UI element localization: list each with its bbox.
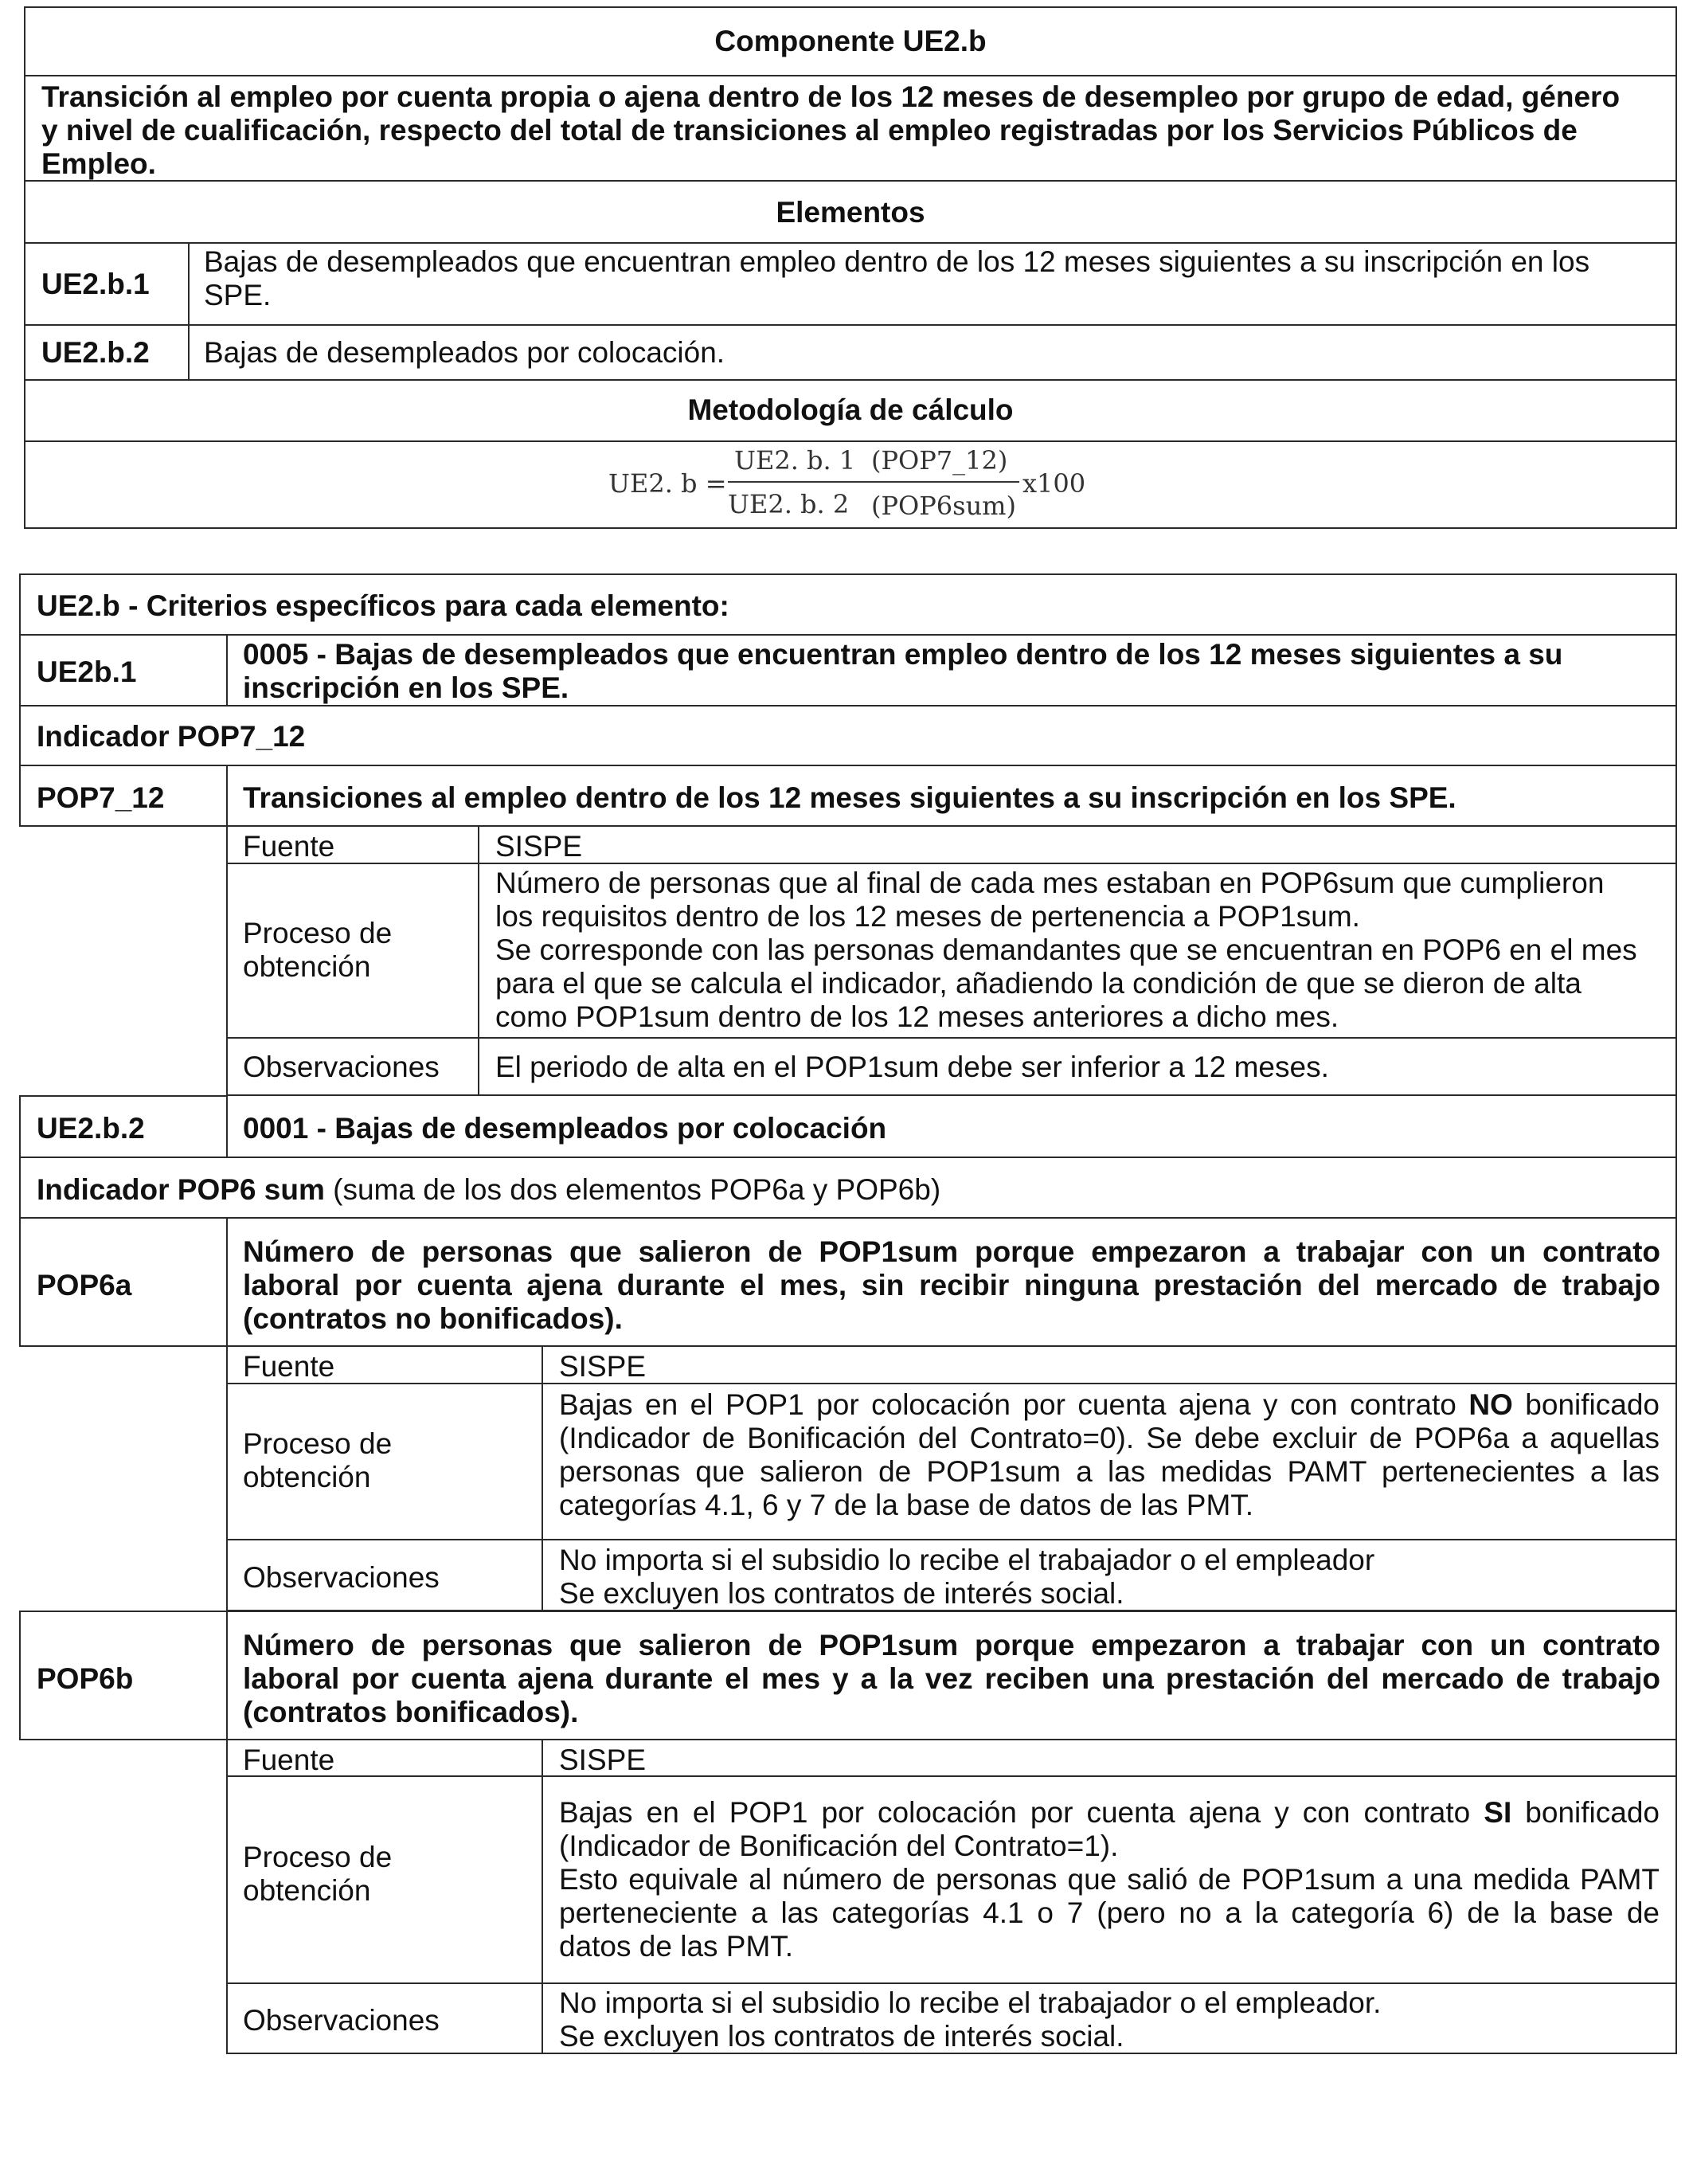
pop7-proceso-line: como POP1sum dentro de los 12 meses anteriores a dicho mes. xyxy=(495,1000,1339,1033)
pop6b-code: POP6b xyxy=(37,1662,134,1695)
pop6b-proceso-line: Bajas en el POP1 por colocación por cuenta ajena y con contrato SI bonificado xyxy=(559,1796,1660,1829)
element-text-line: SPE. xyxy=(204,279,272,311)
pop7-proceso-line: para el que se calcula el indicador, añadiendo la condición de que se dieron de alta xyxy=(495,967,1582,1000)
criteria-title: UE2.b - Criterios específicos para cada elemento: xyxy=(37,589,729,622)
ue2b2-text: 0001 - Bajas de desempleados por colocación xyxy=(243,1112,887,1145)
pop7-text: Transiciones al empleo dentro de los 12 meses siguientes a su inscripción en los SPE. xyxy=(243,781,1456,814)
indicator-pop6-note: (suma de los dos elementos POP6a y POP6b) xyxy=(324,1173,941,1206)
pop6a-text-line: Número de personas que salieron de POP1sum porque empezaron a trabajar con un contrato xyxy=(243,1235,1660,1268)
pop6b-fuente-value: SISPE xyxy=(559,1744,646,1776)
pop6b-proceso-label: obtención xyxy=(243,1874,371,1907)
pop6b-observaciones-label: Observaciones xyxy=(243,2004,440,2037)
pop6b-observaciones-line: Se excluyen los contratos de interés social. xyxy=(559,2020,1124,2053)
pop7-observaciones-label: Observaciones xyxy=(243,1051,440,1083)
ue2b1-text-line: 0005 - Bajas de desempleados que encuentran empleo dentro de los 12 meses siguientes a su xyxy=(243,638,1563,671)
pop6b-fuente-label: Fuente xyxy=(243,1744,335,1776)
pop7-fuente-value: SISPE xyxy=(495,830,582,863)
component-description-line-3: Empleo. xyxy=(41,147,156,180)
ue2b1-text-line: inscripción en los SPE. xyxy=(243,671,569,704)
pop6a-observaciones-label: Observaciones xyxy=(243,1561,440,1594)
pop6a-observaciones-line: Se excluyen los contratos de interés social. xyxy=(559,1577,1124,1610)
pop6a-proceso-label: obtención xyxy=(243,1461,371,1493)
fraction-line xyxy=(728,481,1019,483)
pop6b-observaciones-line: No importa si el subsidio lo recibe el trabajador o el empleador. xyxy=(559,1986,1382,2019)
pop6b-text-line: laboral por cuenta ajena durante el mes y a la vez reciben una prestación del mercado de trabajo xyxy=(243,1662,1660,1695)
pop6a-proceso-line: Bajas en el POP1 por colocación por cuenta ajena y con contrato NO bonificado xyxy=(559,1388,1660,1421)
ue2b1-code: UE2b.1 xyxy=(37,656,137,688)
pop7-observaciones-value: El periodo de alta en el POP1sum debe ser inferior a 12 meses. xyxy=(495,1051,1329,1083)
pop6a-fuente-label: Fuente xyxy=(243,1350,335,1383)
pop7-proceso-line: los requisitos dentro de los 12 meses de pertenencia a POP1sum. xyxy=(495,900,1360,933)
indicator-pop6-sum xyxy=(37,1172,940,1207)
pop6a-text-line: laboral por cuenta ajena durante el mes, sin recibir ninguna prestación del mercado de trabajo xyxy=(243,1269,1660,1301)
component-description-line-2: y nivel de cualificación, respecto del total de transiciones al empleo registradas por los Servicios Públicos de xyxy=(41,114,1578,147)
formula-denominator-indicator: (POP6sum) xyxy=(871,491,1016,521)
pop7-code: POP7_12 xyxy=(37,781,165,814)
formula-lhs: UE2. b = xyxy=(608,468,727,499)
component-description-line-1: Transición al empleo por cuenta propia o ajena dentro de los 12 meses de desempleo por grupo de edad, género xyxy=(41,80,1621,113)
element-code: UE2.b.1 xyxy=(41,268,150,300)
component-title: Componente UE2.b xyxy=(714,25,987,57)
formula-factor: x100 xyxy=(1022,468,1086,499)
formula-denominator-code: UE2. b. 2 xyxy=(728,489,850,519)
pop6b-proceso-line: datos de las PMT. xyxy=(559,1930,794,1963)
elements-header: Elementos xyxy=(776,196,925,229)
element-text-line: Bajas de desempleados que encuentran empleo dentro de los 12 meses siguientes a su inscripción en los xyxy=(204,245,1590,278)
pop7-proceso-label: Proceso de xyxy=(243,917,393,949)
pop6b-proceso-line: perteneciente a las categorías 4.1 o 7 (pero no a la categoría 6) de la base de xyxy=(559,1896,1660,1929)
pop6a-proceso-label: Proceso de xyxy=(243,1427,393,1460)
pop6a-proceso-line: (Indicador de Bonificación del Contrato=0). Se debe excluir de POP6a a aquellas xyxy=(559,1422,1660,1454)
formula-numerator-indicator: (POP7_12) xyxy=(871,445,1008,476)
pop6b-text-line: (contratos bonificados). xyxy=(243,1696,579,1728)
pop7-fuente-label: Fuente xyxy=(243,830,335,863)
element-code: UE2.b.2 xyxy=(41,336,150,369)
indicator-pop7-12: Indicador POP7_12 xyxy=(37,720,306,753)
indicator-pop6-bold: Indicador POP6 sum xyxy=(37,1173,325,1206)
methodology-header: Metodología de cálculo xyxy=(687,393,1014,426)
pop6a-text-line: (contratos no bonificados). xyxy=(243,1302,623,1335)
pop6b-proceso-label: Proceso de xyxy=(243,1841,393,1873)
pop6b-proceso-line: (Indicador de Bonificación del Contrato=1). xyxy=(559,1830,1119,1862)
pop6b-proceso-line: Esto equivale al número de personas que salió de POP1sum a una medida PAMT xyxy=(559,1863,1660,1896)
element-text-line: Bajas de desempleados por colocación. xyxy=(204,336,725,369)
pop7-proceso-line: Número de personas que al final de cada mes estaban en POP6sum que cumplieron xyxy=(495,867,1605,899)
pop6a-fuente-value: SISPE xyxy=(559,1350,646,1383)
pop6a-proceso-line: personas que salieron de POP1sum a las medidas PAMT pertenecientes a las xyxy=(559,1455,1660,1488)
pop7-proceso-line: Se corresponde con las personas demandantes que se encuentran en POP6 en el mes xyxy=(495,933,1637,966)
pop6a-observaciones-line: No importa si el subsidio lo recibe el trabajador o el empleador xyxy=(559,1544,1375,1576)
pop7-proceso-label: obtención xyxy=(243,950,371,983)
pop6a-code: POP6a xyxy=(37,1269,132,1301)
pop6b-text-line: Número de personas que salieron de POP1sum porque empezaron a trabajar con un contrato xyxy=(243,1629,1660,1661)
pop6a-proceso-line: categorías 4.1, 6 y 7 de la base de datos de las PMT. xyxy=(559,1489,1254,1521)
ue2b2-code: UE2.b.2 xyxy=(37,1112,145,1145)
formula-numerator-code: UE2. b. 1 xyxy=(734,445,856,476)
